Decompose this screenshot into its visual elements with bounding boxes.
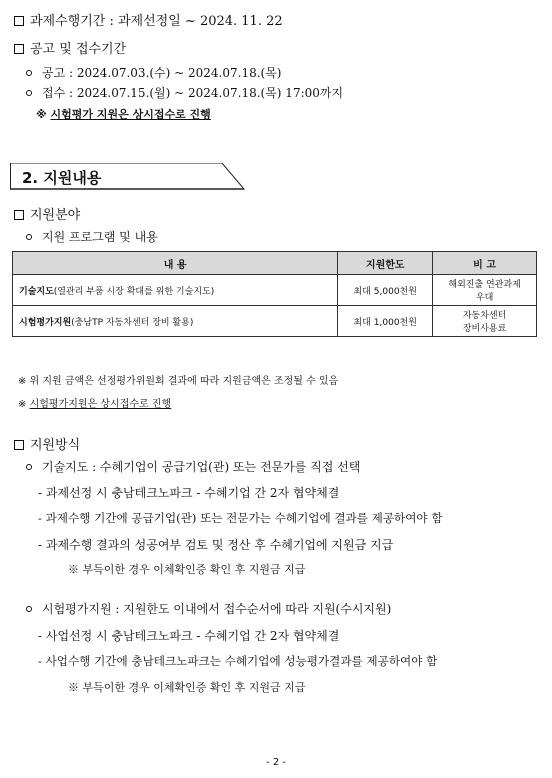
tech-guide-note: ※ 부득이한 경우 이체확인증 확인 후 지원금 지급 bbox=[68, 563, 306, 576]
table-row bbox=[13, 306, 537, 337]
test-eval-note-2: ※ 시험평가지원은 상시접수로 진행 bbox=[18, 399, 172, 410]
test-eval-note: ※ 시험평가 지원은 상시접수로 진행 bbox=[36, 108, 211, 121]
square-bullet-icon bbox=[14, 16, 24, 26]
square-bullet-icon bbox=[14, 44, 24, 54]
circle-bullet-icon bbox=[26, 70, 32, 76]
circle-bullet-icon bbox=[26, 234, 32, 240]
amount-note: ※ 위 지원 금액은 선정평가위원회 결과에 따라 지원금액은 조정될 수 있음 bbox=[18, 376, 339, 387]
project-period-line: 과제수행기간 : 과제선정일 ~ 2024. 11. 22 bbox=[14, 10, 283, 29]
table-header-limit: 지원한도 bbox=[338, 252, 433, 275]
test-eval-note-3: ※ 부득이한 경우 이체확인증 확인 후 지원금 지급 bbox=[68, 681, 306, 694]
section-title: 2. 지원내용 bbox=[22, 169, 102, 187]
table-header-row bbox=[13, 252, 537, 275]
section-header bbox=[10, 163, 244, 189]
tech-guide-step-3: - 과제수행 결과의 성공여부 검토 및 정산 후 수혜기업에 지원금 지급 bbox=[38, 538, 394, 552]
support-method-heading: 지원방식 bbox=[14, 434, 80, 453]
page-number: - 2 - bbox=[266, 757, 286, 768]
table-cell-limit: 최대 5,000천원 bbox=[338, 275, 433, 306]
table-row bbox=[13, 275, 537, 306]
test-eval-step-1: - 사업선정 시 충남테크노파크 - 수혜기업 간 2자 협약체결 bbox=[38, 629, 340, 643]
square-bullet-icon bbox=[14, 210, 24, 220]
tech-guide-step-1: - 과제선정 시 충남테크노파크 - 수혜기업 간 2자 협약체결 bbox=[38, 486, 340, 500]
square-bullet-icon bbox=[14, 440, 24, 450]
circle-bullet-icon bbox=[26, 90, 32, 96]
support-table bbox=[12, 251, 537, 337]
test-eval-step-2: - 사업수행 기간에 충남테크노파크는 수혜기업에 성능평가결과를 제공하여야 함 bbox=[38, 654, 438, 668]
announcement-heading: 공고 및 접수기간 bbox=[14, 38, 126, 57]
circle-bullet-icon bbox=[26, 464, 32, 470]
table-cell-limit: 최대 1,000천원 bbox=[338, 306, 433, 337]
table-cell-content: 시험평가지원(충남TP 자동차센터 장비 활용) bbox=[13, 306, 338, 337]
circle-bullet-icon bbox=[26, 606, 32, 612]
announcement-date-line: 공고 : 2024.07.03.(수) ~ 2024.07.18.(목) bbox=[26, 64, 282, 81]
test-eval-support-line: 시험평가지원 : 지원한도 이내에서 접수순서에 따라 지원(수시지원) bbox=[26, 600, 391, 617]
table-cell-remarks: 해외진출 연관과제 우대 bbox=[433, 275, 537, 306]
support-field-heading: 지원분야 bbox=[14, 204, 80, 223]
tech-guide-step-2: - 과제수행 기간에 공급기업(관) 또는 전문가는 수혜기업에 결과를 제공하여야 함 bbox=[38, 511, 443, 525]
table-header-remarks: 비 고 bbox=[433, 252, 537, 275]
tech-guide-line: 기술지도 : 수혜기업이 공급기업(관) 또는 전문가를 직접 선택 bbox=[26, 458, 360, 475]
application-date-line: 접수 : 2024.07.15.(월) ~ 2024.07.18.(목) 17:00까지 bbox=[26, 84, 343, 101]
table-cell-content: 기술지도(열관리 부품 시장 확대를 위한 기술지도) bbox=[13, 275, 338, 306]
table-cell-remarks: 자동차센터 장비사용료 bbox=[433, 306, 537, 337]
support-program-line: 지원 프로그램 및 내용 bbox=[26, 228, 158, 245]
table-header-content: 내 용 bbox=[13, 252, 338, 275]
